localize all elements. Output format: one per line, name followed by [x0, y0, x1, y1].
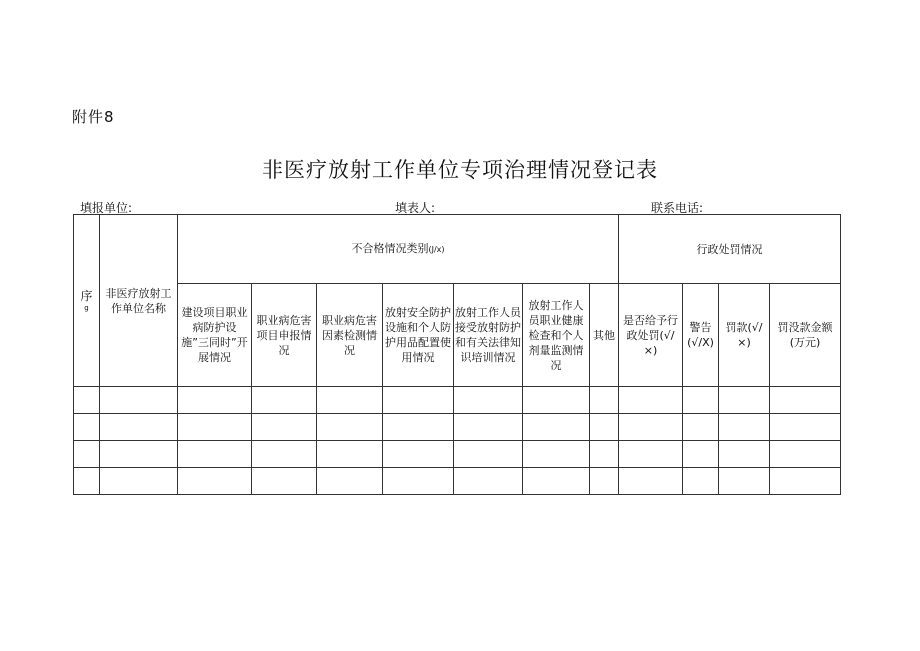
header-hazard-declaration: 职业病危害项目申报情况 [252, 284, 317, 387]
header-unit-name: 非医疗放射工作单位名称 [100, 215, 178, 387]
annex-label: 附件8 [72, 108, 115, 126]
header-hazard-detection: 职业病危害因素检测情况 [317, 284, 383, 387]
header-penalty-group: 行政处罚情况 [619, 215, 841, 284]
header-staff-training: 放射工作人员接受放射防护和有关法律知识培训情况 [454, 284, 523, 387]
table-row [74, 387, 841, 414]
header-fine: 罚款(√/×) [719, 284, 770, 387]
registration-table [73, 214, 841, 495]
header-health-check: 放射工作人员职业健康检查和个人剂量监测情况 [523, 284, 590, 387]
contact-phone-label: 联系电话: [651, 201, 704, 215]
header-row-sub [74, 284, 841, 387]
header-protection-facilities: 放射安全防护设施和个人防护用品配置使用情况 [383, 284, 454, 387]
header-row-top [74, 215, 841, 284]
header-fine-amount: 罚没款金额(万元) [770, 284, 841, 387]
reporting-unit-label: 填报单位: [80, 201, 133, 215]
header-warning: 警告(√/X) [683, 284, 719, 387]
table-row [74, 468, 841, 495]
form-title: 非医疗放射工作单位专项治理情况登记表 [262, 158, 658, 182]
header-penalty-given: 是否给予行政处罚(√/×) [619, 284, 683, 387]
header-seq: 序 g [74, 215, 100, 387]
header-other: 其他 [590, 284, 619, 387]
header-noncompliance-group: 不合格情况类别(J/x) [178, 215, 619, 284]
form-filler-label: 填表人: [395, 201, 436, 215]
header-construction-project: 建设项目职业病防护设施”三同时”开展情况 [178, 284, 252, 387]
table-row [74, 414, 841, 441]
table-row [74, 441, 841, 468]
